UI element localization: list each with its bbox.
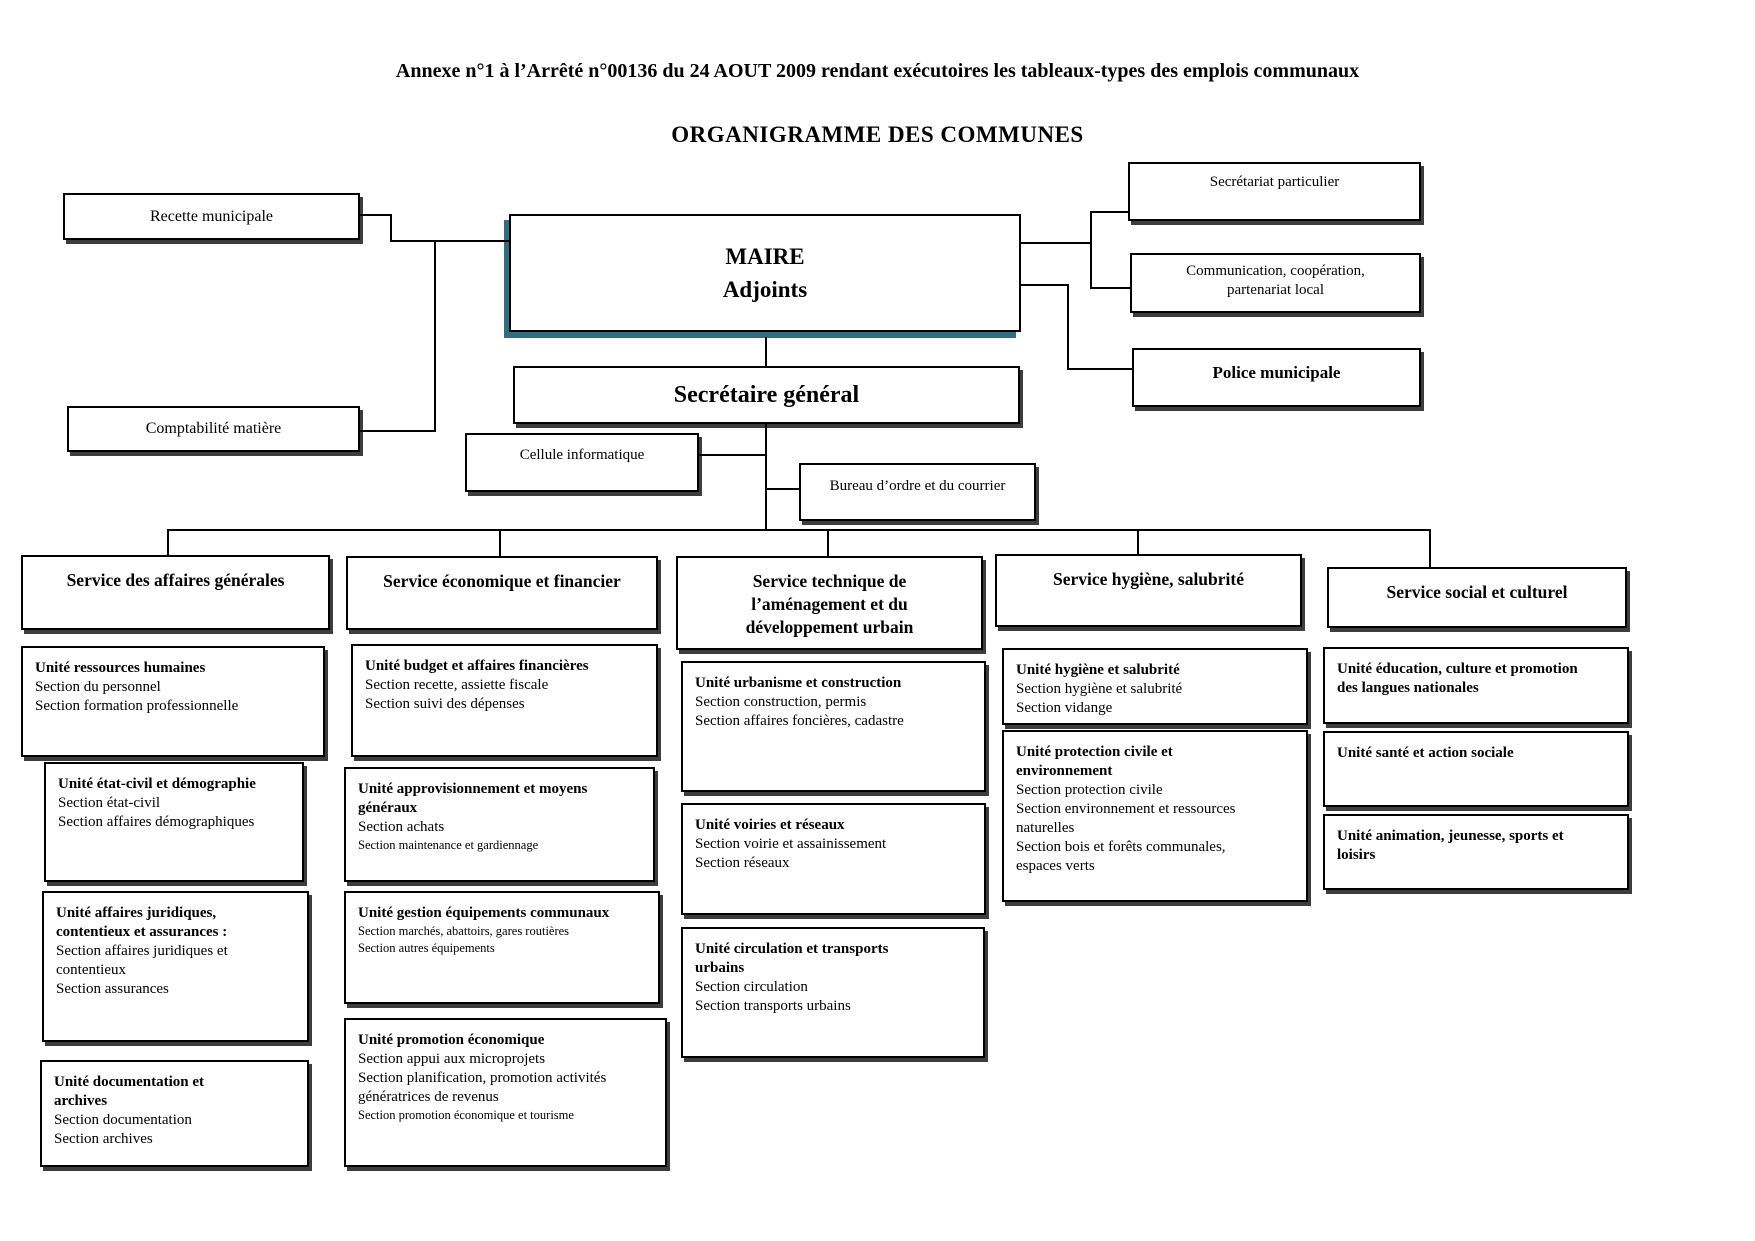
service-economique-financier [346,556,658,630]
box-label: Police municipale [1212,363,1341,382]
unit-ressources-humaines [21,646,325,757]
unit-urbanisme-construction [681,661,986,792]
connector-line [699,454,766,456]
connector-line [1021,284,1069,286]
chart-title: ORGANIGRAMME DES COMMUNES [671,122,1084,147]
unit-section: Section du personnel [35,679,161,695]
unit-section: Section affaires juridiques et [56,943,228,959]
connector-line [434,240,436,432]
connector-drop [1429,529,1431,567]
unit-section-line: naturelles [1016,820,1075,836]
unit-title: Unité budget et affaires financières [365,658,589,674]
box-comptabilite-matiere [67,406,360,452]
unit-title-line: Unité approvisionnement et moyens [358,781,588,797]
connector-line [1021,242,1092,244]
unit-voiries-reseaux [681,803,986,915]
unit-title-line: urbains [695,960,745,976]
unit-title: Unité promotion économique [358,1032,545,1048]
unit-section-line: contentieux [56,962,126,978]
box-label-line: partenariat local [1226,282,1325,298]
connector-drop [499,529,501,556]
box-maire-adjoints [509,214,1021,332]
service-label: Service des affaires générales [66,570,285,590]
box-secretaire-general [513,366,1020,424]
box-police-municipale [1132,348,1421,407]
unit-protection-civile-environnement [1002,730,1308,902]
service-technique-amenagement [676,556,983,650]
service-label-line: l’aménagement et du [751,594,908,614]
unit-section: Section transports urbains [695,998,851,1014]
unit-section-line: espaces verts [1016,858,1095,874]
connector-line [1067,368,1132,370]
unit-title-line: contentieux et assurances : [56,924,228,940]
connector-line [765,424,767,530]
unit-section: Section appui aux microprojets [358,1051,546,1067]
service-label-line: développement urbain [745,617,914,637]
unit-approvisionnement-moyens-generaux [344,767,655,882]
unit-sante-action-sociale [1323,731,1629,807]
unit-title: Unité santé et action sociale [1337,745,1514,761]
unit-section: Section protection civile [1016,782,1163,798]
unit-title-line: Unité affaires juridiques, [56,905,217,921]
unit-etat-civil-demographie [44,762,304,882]
unit-section: Section marchés, abattoirs, gares routières [358,924,570,938]
unit-title: Unité hygiène et salubrité [1016,662,1180,678]
connector-line [390,214,392,242]
unit-section: Section documentation [54,1112,192,1128]
unit-section: Section construction, permis [695,694,867,710]
connector-line [766,488,799,490]
unit-title-line: Unité animation, jeunesse, sports et [1337,828,1564,844]
unit-gestion-equipements-communaux [344,891,660,1004]
connector-drop [827,529,829,556]
unit-section: Section hygiène et salubrité [1016,681,1183,697]
service-social-culturel [1327,567,1627,628]
unit-section: Section voirie et assainissement [695,836,887,852]
unit-title-line: Unité éducation, culture et promotion [1337,661,1578,677]
connector-drop [1137,529,1139,554]
connector-line [1067,284,1069,370]
unit-affaires-juridiques [42,891,309,1042]
unit-documentation-archives [40,1060,309,1167]
unit-section: Section vidange [1016,700,1113,716]
connector-line [360,430,436,432]
unit-section: Section environnement et ressources [1016,801,1236,817]
box-communication-cooperation [1130,253,1421,313]
unit-title-line: Unité circulation et transports [695,941,889,957]
connector-drop [167,529,169,555]
unit-title: Unité état-civil et démographie [58,776,256,792]
service-label: Service hygiène, salubrité [1052,569,1244,589]
unit-title-line: loisirs [1337,847,1376,863]
unit-section: Section recette, assiette fiscale [365,677,549,693]
unit-section: Section affaires démographiques [58,814,255,830]
unit-promotion-economique [344,1018,667,1167]
adjoints-line: Adjoints [722,277,808,302]
unit-section: Section réseaux [695,855,790,871]
unit-title-line: archives [54,1093,108,1109]
connector-line [1090,211,1128,213]
unit-title: Unité ressources humaines [35,660,206,676]
unit-section: Section circulation [695,979,808,995]
unit-section: Section achats [358,819,445,835]
unit-section: Section affaires foncières, cadastre [695,713,904,729]
unit-title-line: Unité protection civile et [1016,744,1173,760]
unit-title: Unité gestion équipements communaux [358,905,610,921]
box-secretariat-particulier [1128,162,1421,221]
connector-line [1090,287,1130,289]
unit-budget-affaires-financieres [351,644,658,757]
unit-education-culture-langues [1323,647,1629,724]
connector-bus [167,529,1431,531]
unit-section: Section assurances [56,981,169,997]
service-hygiene-salubrite [995,554,1302,627]
unit-section: Section suivi des dépenses [365,696,525,712]
connector-line [1090,211,1092,289]
box-label-line: Communication, coopération, [1186,263,1365,279]
unit-section: Section maintenance et gardiennage [358,838,539,852]
service-label-line: Service technique de [752,571,907,591]
unit-section: Section promotion économique et tourisme [358,1108,574,1122]
box-label: Cellule informatique [519,447,645,463]
box-label: Secrétaire général [673,381,860,408]
unit-title-line: généraux [358,800,418,816]
unit-title-line: Unité documentation et [54,1074,204,1090]
unit-title-line: des langues nationales [1337,680,1479,696]
service-label: Service économique et financier [383,571,621,591]
unit-title-line: environnement [1016,763,1113,779]
unit-circulation-transports-urbains [681,927,985,1058]
unit-hygiene-salubrite [1002,648,1308,725]
box-cellule-informatique [465,433,699,492]
unit-section: Section planification, promotion activités [358,1070,607,1086]
unit-animation-jeunesse-sports [1323,814,1629,890]
service-affaires-generales [21,555,330,630]
box-label: Recette municipale [149,207,274,225]
box-label: Comptabilité matière [145,420,282,437]
service-label: Service social et culturel [1386,582,1568,602]
unit-section: Section formation professionnelle [35,698,239,714]
unit-section: Section autres équipements [358,941,495,955]
box-label: Secrétariat particulier [1209,174,1340,190]
unit-title: Unité voiries et réseaux [695,817,845,833]
connector-line [390,240,509,242]
unit-section: Section archives [54,1131,153,1147]
connector-line [765,337,767,366]
unit-section-line: génératrices de revenus [358,1089,499,1105]
page-title: Annexe n°1 à l’Arrêté n°00136 du 24 AOUT 2009 rendant exécutoires les tableaux-types des emplois communaux [395,60,1360,82]
unit-section: Section état-civil [58,795,161,811]
maire-line: MAIRE [725,244,805,269]
connector-line [360,214,392,216]
unit-section: Section bois et forêts communales, [1016,839,1226,855]
box-bureau-ordre-courrier [799,463,1036,521]
box-recette-municipale [63,193,360,240]
unit-title: Unité urbanisme et construction [695,675,902,691]
box-label: Bureau d’ordre et du courrier [829,478,1006,494]
